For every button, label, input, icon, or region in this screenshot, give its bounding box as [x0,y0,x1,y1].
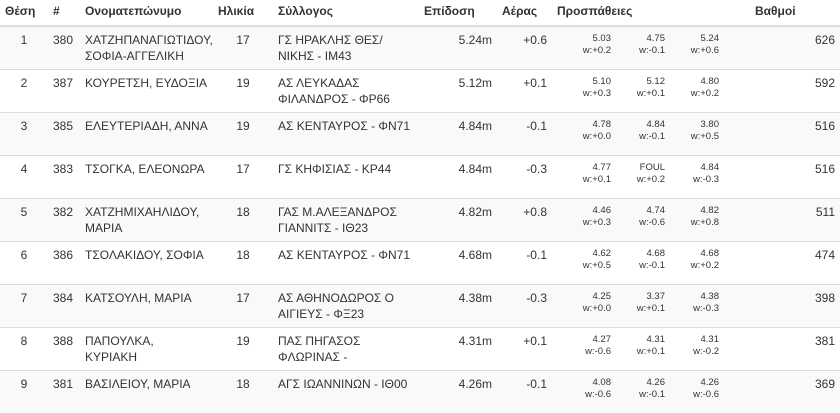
attempts-list [557,247,745,272]
wind-cell: +0.1 [497,69,552,112]
attempt-3 [665,119,719,143]
attempts-cell [552,112,750,155]
attempt-wind: w:+0.0 [582,302,611,314]
attempt-mark: 5.10 [592,75,611,87]
table-row [0,198,840,241]
points-cell: 474 [750,241,840,284]
attempt-mark: 4.74 [646,204,665,216]
attempts-cell [552,370,750,413]
wind-cell: -0.1 [497,370,552,413]
attempts-list [557,32,745,57]
name-cell: ΧΑΤΖΗΜΙΧΑΗΛΙΔΟΥ, ΜΑΡΙΑ [80,198,213,241]
attempt-mark: 4.84 [700,161,719,173]
attempt-wind: w:+0.1 [636,345,665,357]
attempt-2 [611,33,665,57]
attempts-list [557,161,745,186]
bib-cell: 380 [48,26,80,69]
attempt-wind: w:+0.2 [690,259,719,271]
attempt-wind: w:-0.1 [639,130,665,142]
attempt-mark: 4.08 [592,376,611,388]
col-header-name: Ονοματεπώνυμο [80,0,213,26]
attempts-cell [552,241,750,284]
attempt-2 [611,334,665,358]
mark-cell: 4.26m [419,370,497,413]
attempt-2 [611,377,665,401]
attempts-cell [552,155,750,198]
attempt-wind: w:+0.6 [690,45,719,56]
table-row [0,327,840,370]
bib-cell: 383 [48,155,80,198]
name-cell: ΒΑΣΙΛΕΙΟΥ, ΜΑΡΙΑ [80,370,213,413]
col-header-wind: Αέρας [497,0,552,26]
club-cell: ΓΣ ΚΗΦΙΣΙΑΣ - ΚΡ44 [273,155,419,198]
name-cell: ΚΟΥΡΕΤΣΗ, ΕΥΔΟΞΙΑ [80,69,213,112]
wind-cell: -0.3 [497,284,552,327]
attempt-1 [557,248,611,272]
attempt-wind: w:+0.3 [582,87,611,99]
attempts-list [557,204,745,229]
attempt-mark: 4.31 [700,333,719,345]
attempt-1 [557,205,611,229]
wind-cell: -0.1 [497,241,552,284]
mark-cell: 4.84m [419,155,497,198]
attempt-wind: w:+0.0 [582,130,611,142]
attempt-wind: w:-0.1 [639,259,665,271]
attempts-list [557,290,745,315]
name-cell: ΤΣΟΓΚΑ, ΕΛΕΟΝΩΡΑ [80,155,213,198]
attempt-mark: 3.37 [646,290,665,302]
mark-cell: 4.38m [419,284,497,327]
attempts-cell [552,327,750,370]
club-cell: ΑΓΣ ΙΩΑΝΝΙΝΩΝ - ΙΘ00 [273,370,419,413]
mark-cell: 5.24m [419,26,497,69]
mark-cell: 4.82m [419,198,497,241]
attempt-wind: w:+0.1 [582,173,611,185]
position-cell: 5 [0,198,48,241]
age-cell: 18 [213,241,273,284]
points-cell: 592 [750,69,840,112]
bib-cell: 385 [48,112,80,155]
mark-cell: 4.68m [419,241,497,284]
attempts-cell [552,284,750,327]
attempt-1 [557,291,611,315]
attempt-2 [611,248,665,272]
bib-cell: 382 [48,198,80,241]
attempt-mark: 4.27 [592,333,611,345]
attempt-wind: w:-0.1 [639,388,665,400]
attempt-wind: w:+0.1 [636,302,665,314]
points-cell: 369 [750,370,840,413]
attempt-wind: w:+0.2 [636,173,665,185]
attempts-list [557,376,745,401]
col-header-points: Βαθμοί [750,0,840,26]
attempt-mark: 4.25 [592,290,611,302]
position-cell: 3 [0,112,48,155]
attempts-list [557,333,745,358]
attempt-mark: 4.68 [700,247,719,259]
bib-cell: 388 [48,327,80,370]
club-cell: ΑΣ ΑΘΗΝΟΔΩΡΟΣ Ο ΑΙΓΙΕΥΣ - ΦΞ23 [273,284,419,327]
position-cell: 2 [0,69,48,112]
header-row [0,0,840,26]
attempt-1 [557,76,611,100]
col-header-mark: Επίδοση [419,0,497,26]
attempt-1 [557,377,611,401]
attempt-mark: 4.68 [646,247,665,259]
wind-cell: -0.3 [497,155,552,198]
age-cell: 18 [213,370,273,413]
wind-cell: -0.1 [497,112,552,155]
attempt-wind: w:+0.3 [582,216,611,228]
attempts-cell [552,69,750,112]
table-row [0,69,840,112]
attempt-1 [557,119,611,143]
attempt-mark: 4.38 [700,290,719,302]
table-row [0,155,840,198]
club-cell: ΑΣ ΚΕΝΤΑΥΡΟΣ - ΦΝ71 [273,112,419,155]
attempt-mark: 3.80 [700,118,719,130]
attempt-mark: 5.24 [700,33,719,44]
results-body [0,26,840,413]
attempt-mark: 4.75 [646,33,665,44]
attempt-3 [665,162,719,186]
attempt-3 [665,76,719,100]
club-cell: ΓΣ ΗΡΑΚΛΗΣ ΘΕΣ/ΝΙΚΗΣ - ΙΜ43 [273,26,419,69]
wind-cell: +0.6 [497,26,552,69]
name-cell: ΕΛΕΥΤΕΡΙΑΔΗ, ΑΝΝΑ [80,112,213,155]
attempt-wind: w:-0.6 [693,388,719,400]
attempt-mark: 5.12 [646,75,665,87]
attempt-wind: w:-0.6 [585,388,611,400]
wind-cell: +0.1 [497,327,552,370]
attempt-3 [665,33,719,57]
attempt-wind: w:+0.5 [582,259,611,271]
attempts-list [557,118,745,143]
table-row [0,284,840,327]
attempt-wind: w:+0.5 [690,130,719,142]
attempt-mark: 4.26 [700,376,719,388]
mark-cell: 5.12m [419,69,497,112]
name-cell: ΚΑΤΣΟΥΛΗ, ΜΑΡΙΑ [80,284,213,327]
col-header-age: Ηλικία [213,0,273,26]
table-row [0,241,840,284]
attempts-cell [552,26,750,69]
age-cell: 18 [213,198,273,241]
attempt-1 [557,334,611,358]
mark-cell: 4.84m [419,112,497,155]
attempt-mark: 4.26 [646,376,665,388]
club-cell: ΑΣ ΛΕΥΚΑΔΑΣ ΦΙΛΑΝΔΡΟΣ - ΦΡ66 [273,69,419,112]
club-cell: ΓΑΣ Μ.ΑΛΕΞΑΝΔΡΟΣ ΓΙΑΝΝΙΤΣ - ΙΘ23 [273,198,419,241]
attempt-3 [665,205,719,229]
attempt-2 [611,162,665,186]
mark-cell: 4.31m [419,327,497,370]
bib-cell: 387 [48,69,80,112]
attempt-mark: 4.84 [646,118,665,130]
attempt-wind: w:-0.2 [693,345,719,357]
position-cell: 4 [0,155,48,198]
club-cell: ΑΣ ΚΕΝΤΑΥΡΟΣ - ΦΝ71 [273,241,419,284]
age-cell: 17 [213,155,273,198]
attempt-mark: 4.31 [646,333,665,345]
attempt-2 [611,119,665,143]
attempt-1 [557,162,611,186]
attempt-3 [665,334,719,358]
age-cell: 19 [213,69,273,112]
wind-cell: +0.8 [497,198,552,241]
attempt-wind: w:+0.2 [582,45,611,56]
col-header-position: Θέση [0,0,48,26]
name-cell: ΤΣΟΛΑΚΙΔΟΥ, ΣΟΦΙΑ [80,241,213,284]
name-cell: ΠΑΠΟΥΛΚΑ, ΚΥΡΙΑΚΗ [80,327,213,370]
attempt-mark: FOUL [639,161,665,173]
position-cell: 9 [0,370,48,413]
attempt-wind: w:-0.3 [693,302,719,314]
attempt-mark: 4.77 [592,161,611,173]
name-cell: ΧΑΤΖΗΠΑΝΑΓΙΩΤΙΔΟΥ, ΣΟΦΙΑ-ΑΓΓΕΛΙΚΗ [80,26,213,69]
attempts-cell [552,198,750,241]
age-cell: 19 [213,327,273,370]
bib-cell: 386 [48,241,80,284]
position-cell: 6 [0,241,48,284]
table-row [0,370,840,413]
attempt-3 [665,377,719,401]
attempt-mark: 4.80 [700,75,719,87]
position-cell: 7 [0,284,48,327]
age-cell: 17 [213,284,273,327]
attempt-3 [665,248,719,272]
attempt-2 [611,291,665,315]
col-header-bib: # [48,0,80,26]
attempt-wind: w:-0.6 [585,345,611,357]
col-header-club: Σύλλογος [273,0,419,26]
attempt-mark: 4.62 [592,247,611,259]
attempt-mark: 4.78 [592,118,611,130]
bib-cell: 381 [48,370,80,413]
bib-cell: 384 [48,284,80,327]
attempt-2 [611,205,665,229]
attempts-list [557,75,745,100]
table-row [0,26,840,69]
attempt-3 [665,291,719,315]
attempt-wind: w:-0.6 [639,216,665,228]
club-cell: ΠΑΣ ΠΗΓΑΣΟΣ ΦΛΩΡΙΝΑΣ - [273,327,419,370]
position-cell: 8 [0,327,48,370]
age-cell: 19 [213,112,273,155]
attempt-2 [611,76,665,100]
attempt-wind: w:-0.3 [693,173,719,185]
position-cell: 1 [0,26,48,69]
points-cell: 381 [750,327,840,370]
points-cell: 398 [750,284,840,327]
table-row [0,112,840,155]
attempt-wind: w:+0.2 [690,87,719,99]
attempt-wind: w:+0.1 [636,87,665,99]
attempt-wind: w:+0.8 [690,216,719,228]
attempt-1 [557,33,611,57]
attempt-mark: 4.82 [700,204,719,216]
points-cell: 511 [750,198,840,241]
col-header-attempts: Προσπάθειες [552,0,750,26]
points-cell: 516 [750,155,840,198]
attempt-wind: w:-0.1 [639,45,665,56]
age-cell: 17 [213,26,273,69]
points-cell: 516 [750,112,840,155]
attempt-mark: 4.46 [592,204,611,216]
attempt-mark: 5.03 [592,33,611,44]
points-cell: 626 [750,26,840,69]
